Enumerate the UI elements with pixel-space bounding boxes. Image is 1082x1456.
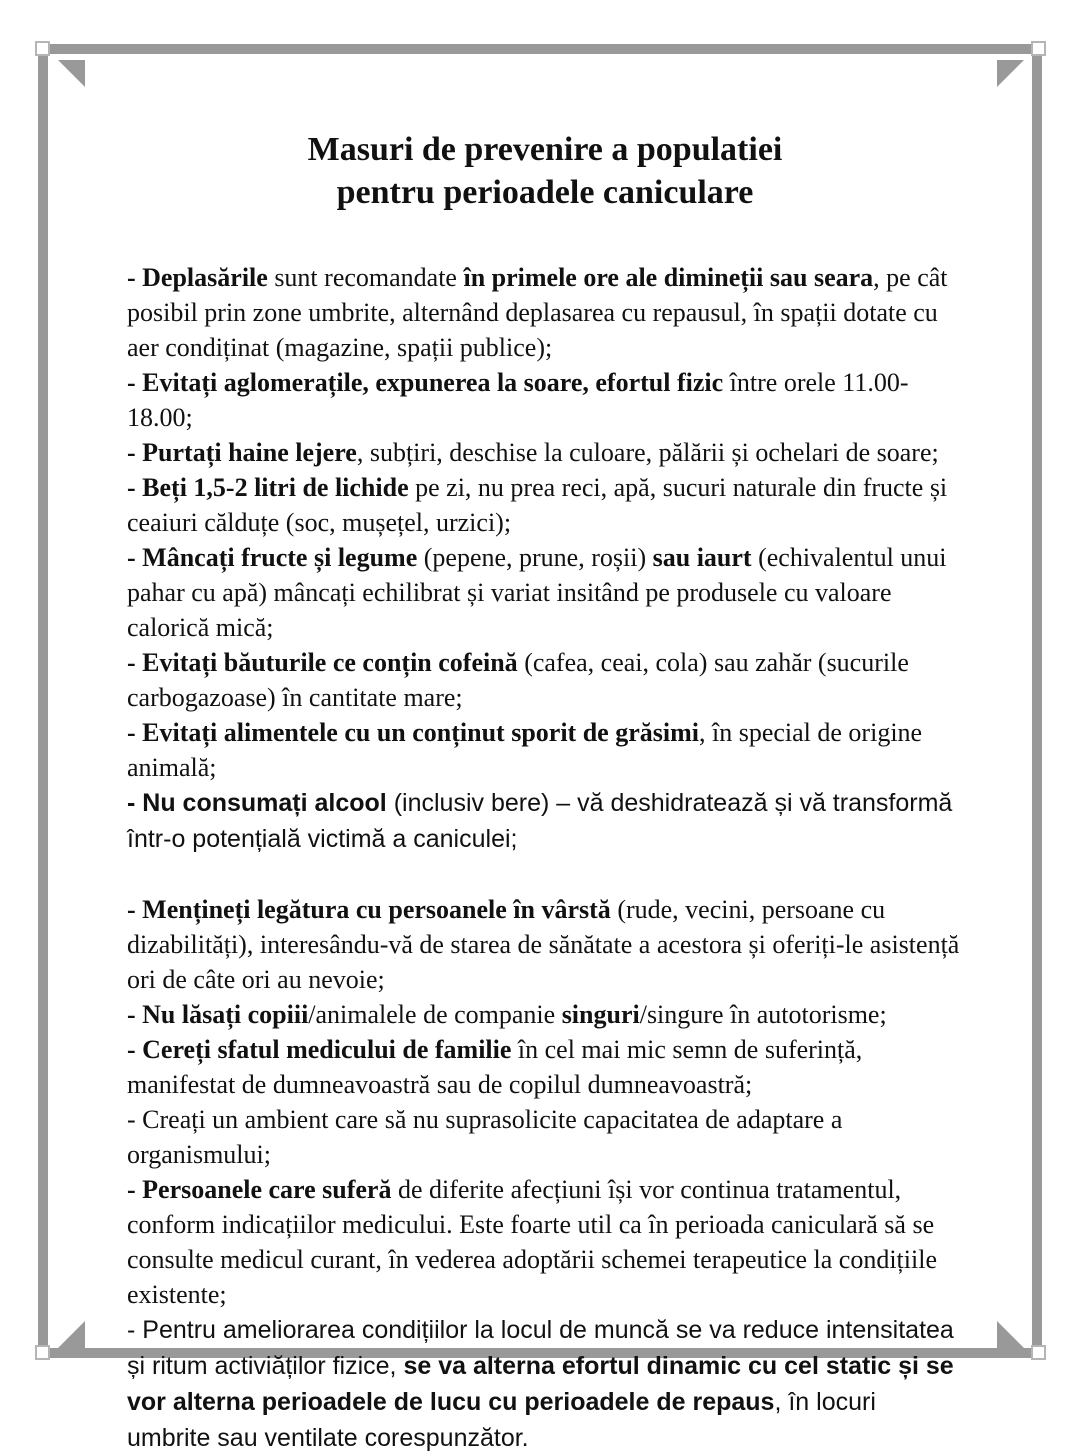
paragraph [127, 997, 963, 1032]
text-segment: , în special de origine animală; [127, 718, 923, 782]
paragraph [127, 1312, 963, 1456]
paragraph [127, 260, 963, 365]
text-segment: între orele 11.00-18.00; [127, 368, 909, 432]
text-segment: în cel mai mic semn de suferință, manifestat de dumneavoastră sau de copilul dumneavoastră; [127, 1035, 863, 1099]
paragraph [127, 435, 963, 470]
text-segment: - Nu lăsați copiii [127, 1000, 309, 1029]
paragraph [127, 785, 963, 857]
text-segment: - Cereți sfatul medicului de familie [127, 1035, 512, 1064]
text-segment: (pepene, prune, roșii) [417, 543, 653, 572]
text-segment: , subțiri, deschise la culoare, pălării și ochelari de soare; [356, 438, 939, 467]
text-segment: - Pentru ameliorarea condițiilor la locul de muncă se va reduce intensitatea și ritum activiăților fizice, [127, 1316, 954, 1380]
text-segment: , în locuri umbrite sau ventilate corespunzător. [127, 1388, 876, 1452]
text-segment: /animalele de companie [308, 1000, 562, 1029]
text-segment: , pe cât posibil prin zone umbrite, alternând deplasarea cu repausul, în spații dotate cu aer condiținat (magazine, spații publice); [127, 263, 948, 362]
text-segment: - Purtați haine lejere [127, 438, 357, 467]
text-segment: - Beți 1,5-2 litri de lichide [127, 473, 409, 502]
text-segment: - Deplasările [127, 263, 268, 292]
border-corner-square-bottom-right [1031, 1345, 1046, 1360]
paragraph [127, 1032, 963, 1102]
paragraph [127, 365, 963, 435]
document-title-line: pentru perioadele caniculare [336, 174, 754, 211]
paragraph [127, 1172, 963, 1312]
paragraph [127, 892, 963, 997]
paragraph [127, 645, 963, 715]
text-segment: - Mențineți legătura cu persoanele în vârstă [127, 895, 611, 924]
text-segment: (inclusiv bere) – vă deshidratează și vă transformă într-o potențială victimă a caniculei; [127, 789, 953, 853]
text-segment: în primele ore ale dimineții sau seara [463, 263, 874, 292]
document-page [127, 128, 963, 1456]
text-segment: - Evitați băuturile ce conțin cofeină [127, 648, 518, 677]
paragraph [127, 540, 963, 645]
text-segment: (echivalentul unui pahar cu apă) mâncați echilibrat și variat insitând pe produsele cu valoare calorică mică; [127, 543, 947, 642]
text-segment: (cafea, ceai, cola) sau zahăr (sucurile carbogazoase) în cantitate mare; [127, 648, 909, 712]
document-body [127, 260, 963, 1456]
document-title-line: Masuri de prevenire a populatiei [307, 131, 783, 168]
paragraph [127, 470, 963, 540]
border-corner-square-top-right [1031, 41, 1046, 56]
text-segment: - Creați un ambient care să nu suprasolicite capacitatea de adaptare a organismului; [127, 1105, 843, 1169]
text-segment: - Evitați alimentele cu un conținut sporit de grăsimi [127, 718, 699, 747]
text-segment: - Mâncați fructe și legume [127, 543, 418, 572]
text-segment: sau iaurt [652, 543, 752, 572]
text-segment: - Evitați aglomerațile, expunerea la soare, efortul fizic [127, 368, 724, 397]
text-segment: sunt recomandate [267, 263, 464, 292]
text-segment: de diferite afecțiuni își vor continua tratamentul, conform indicațiilor medicului. Este foarte util ca în perioada caniculară să se consulte medicul curant, în vederea adoptării schemei terapeutice la condițiile existente; [127, 1175, 937, 1309]
text-segment: pe zi, nu prea reci, apă, sucuri naturale din fructe și ceaiuri călduțe (soc, mușețel, urzici); [127, 473, 948, 537]
text-segment: singuri [561, 1000, 640, 1029]
border-corner-square-bottom-left [35, 1345, 50, 1360]
paragraph [127, 1102, 963, 1172]
text-segment: (rude, vecini, persoane cu dizabilități), interesându-vă de starea de sănătate a acestora și oferiți-le asistență ori de câte ori au nevoie; [127, 895, 960, 994]
border-corner-square-top-left [35, 41, 50, 56]
text-segment: /singure în autotorisme; [639, 1000, 887, 1029]
text-segment: - Nu consumați alcool [127, 789, 387, 817]
text-segment: - Persoanele care suferă [127, 1175, 392, 1204]
text-segment: se va alterna efortul dinamic cu cel static și se vor alterna perioadele de lucu cu perioadele de repaus [127, 1352, 954, 1416]
paragraph [127, 715, 963, 785]
document-title [127, 128, 963, 214]
